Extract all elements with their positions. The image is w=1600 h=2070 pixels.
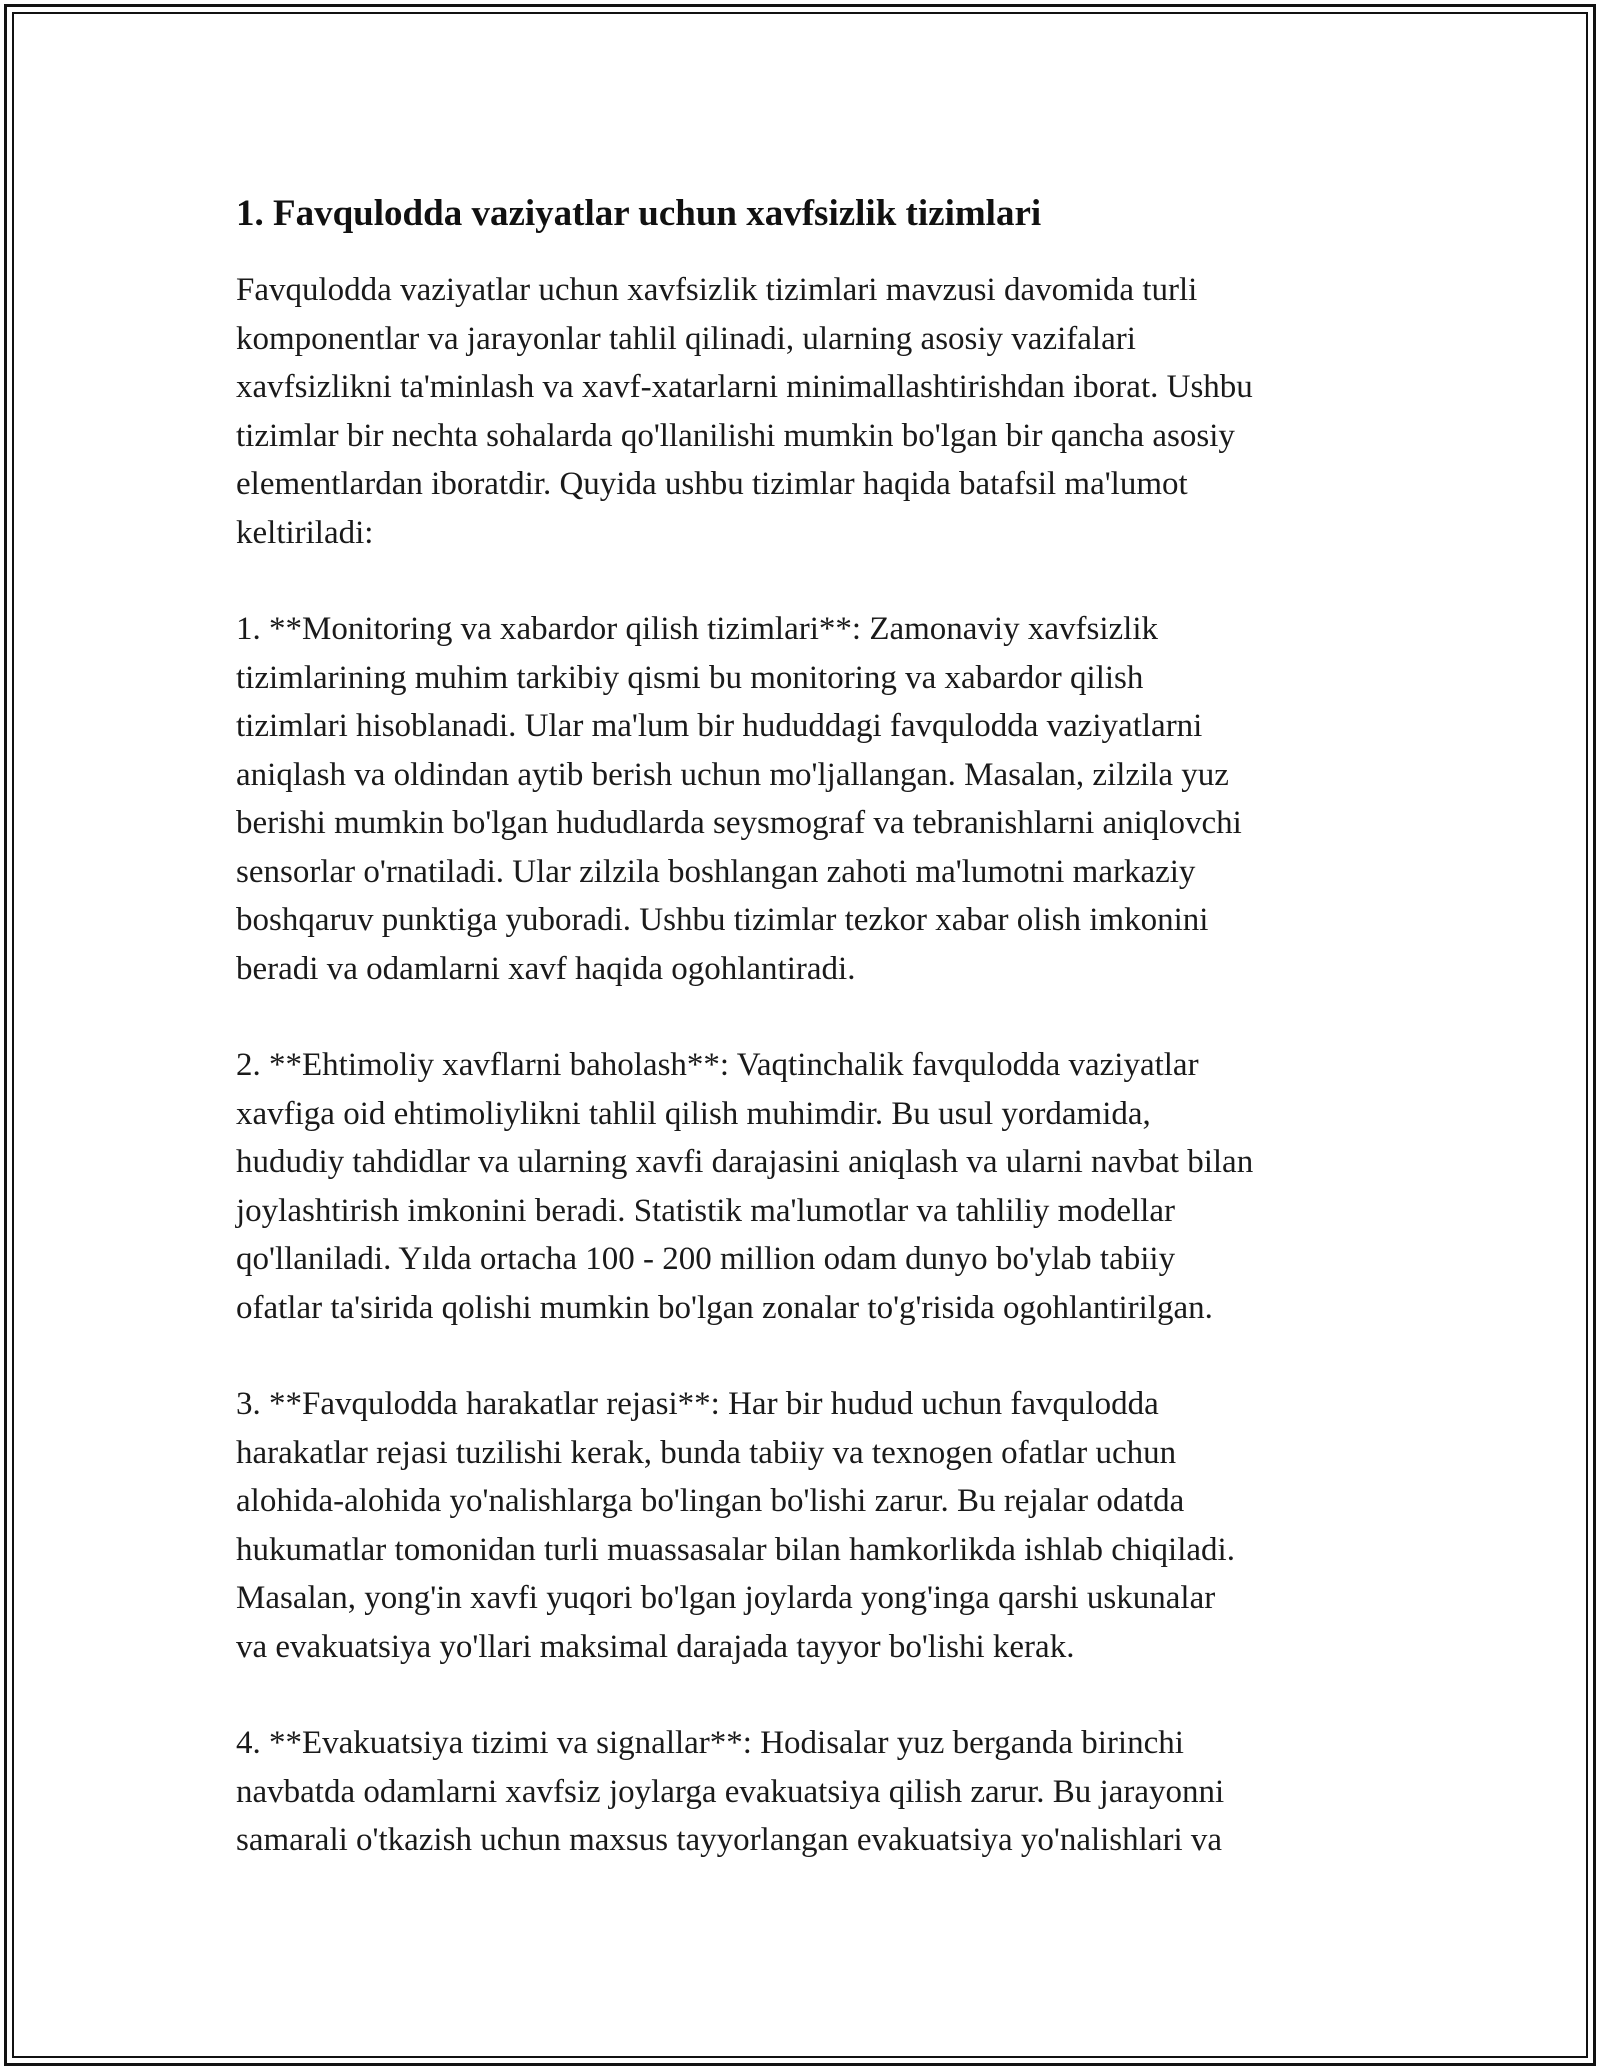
paragraph-line: tizimlarining muhim tarkibiy qismi bu monitoring va xabardor qilish bbox=[236, 659, 1144, 696]
paragraph-line: xavfsizlikni ta'minlash va xavf-xatarlarni minimallashtirishdan iborat. Ushbu bbox=[236, 369, 1253, 405]
paragraph-3 bbox=[236, 1041, 1376, 1332]
paragraph-line: qo'llaniladi. Yılda ortacha 100 - 200 million odam dunyo bo'ylab tabiiy bbox=[236, 1241, 1176, 1277]
paragraph-line: navbatda odamlarni xavfsiz joylarga evakuatsiya qilish zarur. Bu jarayonni bbox=[236, 1773, 1225, 1810]
paragraph-line: 2. **Ehtimoliy xavflarni baholash**: Vaqtinchalik favqulodda vaziyatlar bbox=[236, 1047, 1199, 1083]
paragraph-line: beradi va odamlarni xavf haqida ogohlantiradi. bbox=[236, 950, 856, 987]
paragraph-2 bbox=[236, 605, 1376, 993]
paragraph-line: joylashtirish imkonini beradi. Statistik ma'lumotlar va tahliliy modellar bbox=[236, 1192, 1175, 1229]
paragraph-line: tizimlar bir nechta sohalarda qo'llanilishi mumkin bo'lgan bir qancha asosiy bbox=[236, 417, 1235, 454]
paragraph-list bbox=[236, 266, 1376, 1865]
paragraph-line: sensorlar o'rnatiladi. Ular zilzila boshlangan zahoti ma'lumotni markaziy bbox=[236, 853, 1196, 890]
paragraph-line: va evakuatsiya yo'llari maksimal darajada tayyor bo'lishi kerak. bbox=[236, 1628, 1075, 1665]
paragraph-line: berishi mumkin bo'lgan hududlarda seysmograf va tebranishlarni aniqlovchi bbox=[236, 805, 1242, 841]
paragraph-line: keltiriladi: bbox=[236, 514, 374, 551]
paragraph-line: aniqlash va oldindan aytib berish uchun mo'ljallangan. Masalan, zilzila yuz bbox=[236, 756, 1229, 793]
paragraph-line: tizimlari hisoblanadi. Ular ma'lum bir hududdagi favqulodda vaziyatlarni bbox=[236, 708, 1203, 744]
paragraph-line: 4. **Evakuatsiya tizimi va signallar**: Hodisalar yuz berganda birinchi bbox=[236, 1725, 1184, 1761]
paragraph-line: boshqaruv punktiga yuboradi. Ushbu tizimlar tezkor xabar olish imkonini bbox=[236, 902, 1209, 938]
paragraph-line: ofatlar ta'sirida qolishi mumkin bo'lgan zonalar to'g'risida ogohlantirilgan. bbox=[236, 1289, 1213, 1326]
document-title: 1. Favqulodda vaziyatlar uchun xavfsizlik tizimlari bbox=[236, 193, 1042, 234]
paragraph-line: xavfiga oid ehtimoliylikni tahlil qilish muhimdir. Bu usul yordamida, bbox=[236, 1095, 1151, 1132]
paragraph-5 bbox=[236, 1719, 1376, 1865]
paragraph-line: samarali o'tkazish uchun maxsus tayyorlangan evakuatsiya yo'nalishlari va bbox=[236, 1822, 1223, 1858]
paragraph-line: komponentlar va jarayonlar tahlil qilinadi, ularning asosiy vazifalari bbox=[236, 320, 1136, 357]
paragraph-1 bbox=[236, 266, 1376, 557]
paragraph-line: hukumatlar tomonidan turli muassasalar bilan hamkorlikda ishlab chiqiladi. bbox=[236, 1531, 1235, 1568]
paragraph-line: harakatlar rejasi tuzilishi kerak, bunda tabiiy va texnogen ofatlar uchun bbox=[236, 1434, 1177, 1471]
document-body bbox=[236, 188, 1376, 1913]
paragraph-line: Favqulodda vaziyatlar uchun xavfsizlik tizimlari mavzusi davomida turli bbox=[236, 272, 1198, 308]
paragraph-line: 1. **Monitoring va xabardor qilish tizimlari**: Zamonaviy xavfsizlik bbox=[236, 611, 1158, 647]
paragraph-line: 3. **Favqulodda harakatlar rejasi**: Har bir hudud uchun favqulodda bbox=[236, 1386, 1159, 1422]
paragraph-line: hududiy tahdidlar va ularning xavfi darajasini aniqlash va ularni navbat bilan bbox=[236, 1144, 1254, 1180]
paragraph-4 bbox=[236, 1380, 1376, 1671]
paragraph-line: elementlardan iboratdir. Quyida ushbu tizimlar haqida batafsil ma'lumot bbox=[236, 466, 1188, 502]
paragraph-line: alohida-alohida yo'nalishlarga bo'lingan bo'lishi zarur. Bu rejalar odatda bbox=[236, 1483, 1185, 1519]
paragraph-line: Masalan, yong'in xavfi yuqori bo'lgan joylarda yong'inga qarshi uskunalar bbox=[236, 1580, 1216, 1616]
